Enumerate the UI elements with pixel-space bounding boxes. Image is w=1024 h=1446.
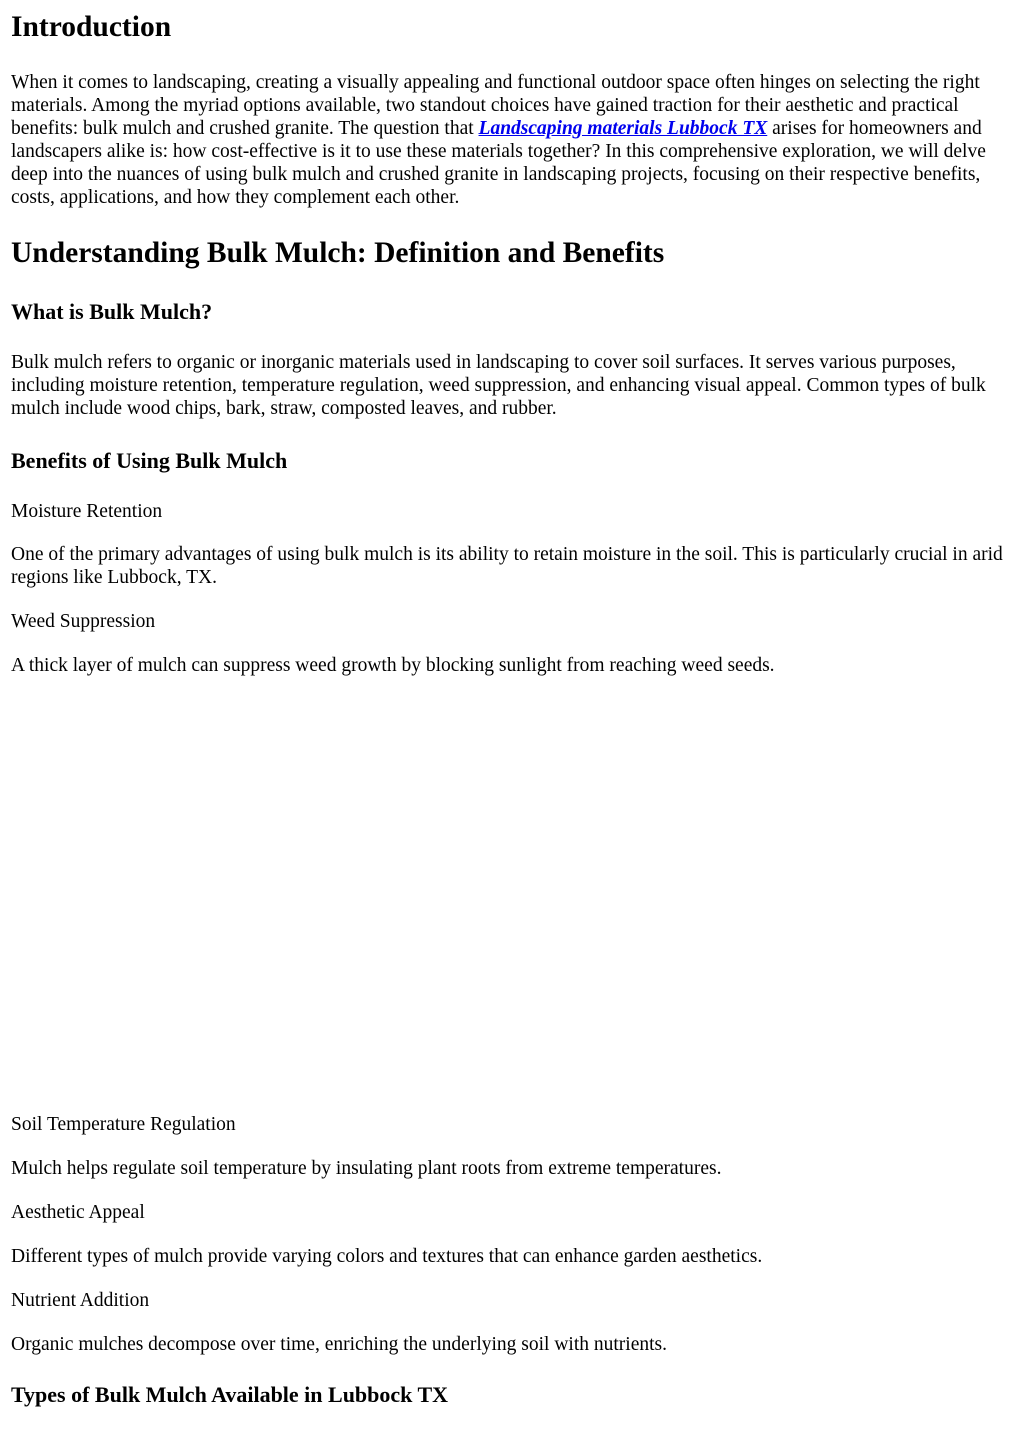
benefit-text-soil-temperature: Mulch helps regulate soil temperature by insulating plant roots from extreme temperatures. <box>11 1158 722 1179</box>
benefit-text-weed-suppression: A thick layer of mulch can suppress weed growth by blocking sunlight from reaching weed seeds. <box>11 655 775 676</box>
what-is-bulk-mulch-text: Bulk mulch refers to organic or inorganic materials used in landscaping to cover soil surfaces. It serves various purposes, including moisture retention, temperature regulation, weed suppression, and enhancing visual appeal. Common types of bulk mulch include wood chips, bark, straw, composted leaves, and rubber. <box>11 352 986 419</box>
benefit-text-nutrient-addition: Organic mulches decompose over time, enriching the underlying soil with nutrients. <box>11 1334 667 1355</box>
intro-paragraph <box>11 71 1013 209</box>
benefit-label-aesthetic-appeal: Aesthetic Appeal <box>11 1202 145 1223</box>
blank-image-area <box>11 677 1013 1113</box>
benefit-text-moisture-retention: One of the primary advantages of using bulk mulch is its ability to retain moisture in the soil. This is particularly crucial in arid regions like Lubbock, TX. <box>11 544 1003 588</box>
intro-text-before-link: When it comes to landscaping, creating a visually appealing and functional outdoor space often hinges on selecting the right materials. Among the myriad options available, two standout choices have gained traction for their aesthetic and practical benefits: bulk mulch and crushed granite. The question that <box>11 72 980 139</box>
benefit-label-nutrient-addition: Nutrient Addition <box>11 1290 150 1311</box>
landscaping-materials-link[interactable]: Landscaping materials Lubbock TX <box>478 118 768 139</box>
what-is-bulk-mulch-heading: What is Bulk Mulch? <box>11 299 213 324</box>
intro-text-after-link: arises for homeowners and landscapers alike is: how cost-effective is it to use these materials together? In this comprehensive exploration, we will delve deep into the nuances of using bulk mulch and crushed granite in landscaping projects, focusing on their respective benefits, costs, applications, and how they complement each other. <box>11 118 986 208</box>
bulk-mulch-heading: Understanding Bulk Mulch: Definition and Benefits <box>11 237 665 269</box>
benefit-text-aesthetic-appeal: Different types of mulch provide varying colors and textures that can enhance garden aesthetics. <box>11 1246 763 1267</box>
benefit-label-weed-suppression: Weed Suppression <box>11 611 156 632</box>
intro-heading: Introduction <box>11 11 172 43</box>
benefits-heading: Benefits of Using Bulk Mulch <box>11 448 288 473</box>
benefit-label-moisture-retention: Moisture Retention <box>11 501 163 522</box>
benefit-label-soil-temperature: Soil Temperature Regulation <box>11 1114 236 1135</box>
types-of-bulk-mulch-heading: Types of Bulk Mulch Available in Lubbock TX <box>11 1382 449 1407</box>
